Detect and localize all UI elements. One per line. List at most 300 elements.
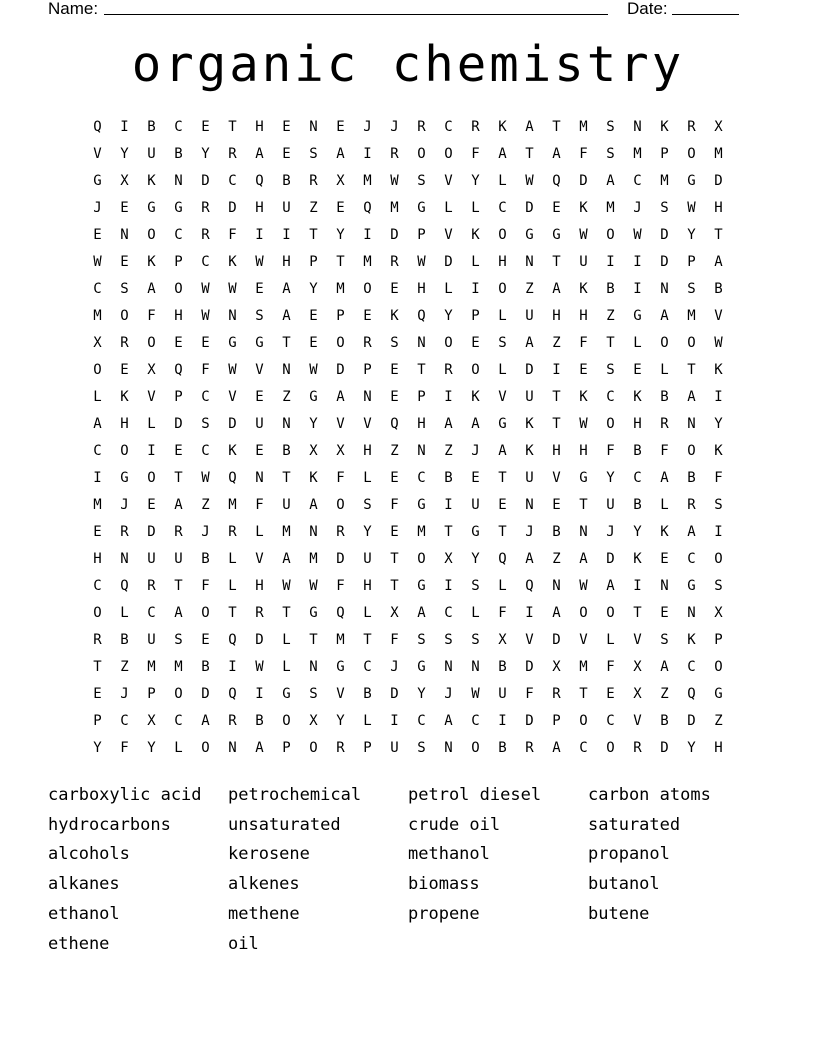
grid-letter: K xyxy=(498,118,507,135)
grid-letter: V xyxy=(633,631,642,648)
grid-letter: R xyxy=(336,739,345,756)
grid-letter: S xyxy=(309,145,318,162)
grid-letter: C xyxy=(93,442,102,459)
grid-letter: O xyxy=(606,226,615,243)
grid-letter: E xyxy=(363,307,372,324)
grid-letter: G xyxy=(633,307,642,324)
grid-letter: C xyxy=(606,712,615,729)
grid-letter: E xyxy=(93,523,102,540)
grid-letter: E xyxy=(633,361,642,378)
grid-letter: L xyxy=(282,658,291,675)
grid-letter: C xyxy=(444,604,453,621)
grid-letter: N xyxy=(552,577,561,594)
grid-letter: K xyxy=(147,253,156,270)
grid-letter: D xyxy=(660,739,669,756)
grid-letter: P xyxy=(336,307,345,324)
grid-letter: S xyxy=(471,631,480,648)
grid-letter: E xyxy=(498,496,507,513)
grid-letter: K xyxy=(687,631,696,648)
grid-letter: Y xyxy=(309,415,318,432)
grid-letter: H xyxy=(552,307,561,324)
grid-letter: O xyxy=(336,334,345,351)
grid-letter: I xyxy=(120,118,129,135)
grid-letter: Y xyxy=(471,550,480,567)
grid-letter: A xyxy=(525,118,534,135)
grid-letter: T xyxy=(174,577,183,594)
grid-letter: X xyxy=(633,658,642,675)
grid-letter: L xyxy=(174,739,183,756)
grid-letter: A xyxy=(687,523,696,540)
grid-letter: U xyxy=(255,415,264,432)
grid-letter: Q xyxy=(120,577,129,594)
grid-letter: K xyxy=(471,388,480,405)
grid-letter: L xyxy=(606,631,615,648)
grid-letter: Q xyxy=(363,199,372,216)
grid-letter: C xyxy=(120,712,129,729)
grid-letter: C xyxy=(633,172,642,189)
grid-letter: D xyxy=(714,172,723,189)
grid-letter: O xyxy=(201,604,210,621)
grid-letter: G xyxy=(498,415,507,432)
grid-letter: A xyxy=(714,253,723,270)
grid-letter: C xyxy=(228,172,237,189)
grid-letter: T xyxy=(579,496,588,513)
grid-letter: R xyxy=(417,118,426,135)
grid-row xyxy=(84,572,732,599)
name-label: Name: xyxy=(48,0,99,18)
grid-letter: D xyxy=(390,226,399,243)
grid-letter: H xyxy=(714,199,723,216)
grid-letter: N xyxy=(309,523,318,540)
grid-letter: R xyxy=(201,226,210,243)
grid-letter: H xyxy=(282,253,291,270)
grid-letter: C xyxy=(471,712,480,729)
grid-letter: C xyxy=(174,118,183,135)
word-item: butanol xyxy=(588,874,660,895)
grid-letter: B xyxy=(120,631,129,648)
grid-letter: R xyxy=(309,172,318,189)
grid-letter: J xyxy=(471,442,480,459)
grid-letter: X xyxy=(93,334,102,351)
grid-letter: W xyxy=(390,172,399,189)
grid-letter: C xyxy=(417,712,426,729)
grid-letter: K xyxy=(390,307,399,324)
grid-letter: K xyxy=(579,199,588,216)
grid-letter: E xyxy=(471,469,480,486)
grid-letter: M xyxy=(228,496,237,513)
grid-letter: L xyxy=(147,415,156,432)
grid-letter: N xyxy=(579,523,588,540)
grid-letter: I xyxy=(633,253,642,270)
grid-letter: V xyxy=(444,226,453,243)
grid-letter: O xyxy=(687,334,696,351)
grid-letter: S xyxy=(606,361,615,378)
grid-letter: P xyxy=(714,631,723,648)
grid-letter: U xyxy=(606,496,615,513)
grid-letter: Q xyxy=(93,118,102,135)
grid-letter: F xyxy=(606,442,615,459)
grid-letter: O xyxy=(444,334,453,351)
grid-letter: X xyxy=(714,118,723,135)
grid-letter: R xyxy=(390,253,399,270)
grid-letter: M xyxy=(417,523,426,540)
grid-letter: T xyxy=(687,361,696,378)
grid-letter: A xyxy=(417,604,426,621)
grid-letter: E xyxy=(579,361,588,378)
grid-letter: F xyxy=(336,577,345,594)
grid-letter: D xyxy=(525,658,534,675)
grid-letter: E xyxy=(390,388,399,405)
grid-letter: F xyxy=(390,496,399,513)
grid-letter: W xyxy=(255,253,264,270)
grid-letter: K xyxy=(228,253,237,270)
grid-letter: M xyxy=(363,172,372,189)
grid-letter: M xyxy=(336,280,345,297)
grid-letter: G xyxy=(93,172,102,189)
grid-letter: Z xyxy=(525,280,534,297)
grid-letter: F xyxy=(660,442,669,459)
grid-row xyxy=(84,680,732,707)
grid-letter: O xyxy=(201,739,210,756)
grid-letter: A xyxy=(336,388,345,405)
grid-letter: T xyxy=(552,118,561,135)
grid-letter: I xyxy=(147,442,156,459)
grid-letter: H xyxy=(417,415,426,432)
grid-letter: L xyxy=(660,496,669,513)
grid-letter: I xyxy=(471,280,480,297)
grid-letter: T xyxy=(309,226,318,243)
grid-letter: I xyxy=(633,577,642,594)
grid-letter: A xyxy=(201,712,210,729)
date-line xyxy=(672,14,739,15)
grid-letter: N xyxy=(363,388,372,405)
grid-letter: X xyxy=(552,658,561,675)
grid-letter: N xyxy=(444,658,453,675)
grid-letter: G xyxy=(282,685,291,702)
grid-letter: O xyxy=(579,604,588,621)
grid-letter: Q xyxy=(498,550,507,567)
grid-letter: K xyxy=(525,442,534,459)
grid-letter: C xyxy=(174,226,183,243)
grid-letter: V xyxy=(147,388,156,405)
grid-letter: N xyxy=(687,415,696,432)
grid-letter: H xyxy=(363,442,372,459)
grid-letter: Z xyxy=(606,307,615,324)
grid-row xyxy=(84,599,732,626)
grid-row xyxy=(84,410,732,437)
grid-letter: L xyxy=(282,631,291,648)
grid-letter: N xyxy=(282,415,291,432)
grid-letter: T xyxy=(606,334,615,351)
grid-letter: M xyxy=(363,253,372,270)
grid-letter: W xyxy=(687,199,696,216)
grid-letter: B xyxy=(147,118,156,135)
grid-row xyxy=(84,356,732,383)
grid-letter: B xyxy=(498,658,507,675)
grid-letter: D xyxy=(606,550,615,567)
grid-letter: H xyxy=(120,415,129,432)
grid-letter: D xyxy=(336,361,345,378)
grid-letter: G xyxy=(552,226,561,243)
grid-letter: W xyxy=(201,307,210,324)
grid-letter: L xyxy=(471,199,480,216)
grid-letter: G xyxy=(579,469,588,486)
grid-letter: Y xyxy=(633,523,642,540)
grid-letter: G xyxy=(174,199,183,216)
grid-letter: E xyxy=(93,685,102,702)
grid-letter: N xyxy=(660,280,669,297)
grid-letter: N xyxy=(633,118,642,135)
grid-letter: F xyxy=(390,631,399,648)
word-item: petrochemical xyxy=(228,784,362,805)
grid-letter: Y xyxy=(687,226,696,243)
grid-letter: C xyxy=(444,118,453,135)
grid-letter: E xyxy=(336,199,345,216)
grid-letter: B xyxy=(633,442,642,459)
grid-letter: E xyxy=(390,469,399,486)
grid-letter: O xyxy=(282,712,291,729)
grid-letter: L xyxy=(498,172,507,189)
grid-letter: O xyxy=(579,712,588,729)
grid-letter: R xyxy=(363,334,372,351)
word-list-row xyxy=(48,869,788,899)
word-item: propene xyxy=(408,904,480,925)
grid-letter: C xyxy=(147,604,156,621)
grid-letter: X xyxy=(714,604,723,621)
grid-letter: P xyxy=(363,361,372,378)
grid-letter: B xyxy=(444,469,453,486)
word-item: propanol xyxy=(588,844,670,865)
grid-letter: A xyxy=(606,577,615,594)
grid-letter: Y xyxy=(336,226,345,243)
grid-letter: X xyxy=(444,550,453,567)
grid-letter: A xyxy=(552,280,561,297)
grid-letter: Y xyxy=(201,145,210,162)
grid-letter: W xyxy=(579,577,588,594)
grid-letter: Z xyxy=(714,712,723,729)
grid-row xyxy=(84,248,732,275)
grid-letter: N xyxy=(417,334,426,351)
grid-letter: J xyxy=(120,685,129,702)
grid-letter: I xyxy=(633,280,642,297)
grid-letter: M xyxy=(579,658,588,675)
grid-letter: M xyxy=(606,199,615,216)
grid-letter: L xyxy=(660,361,669,378)
grid-row xyxy=(84,275,732,302)
grid-letter: S xyxy=(309,685,318,702)
grid-letter: W xyxy=(93,253,102,270)
grid-letter: O xyxy=(174,280,183,297)
grid-letter: Z xyxy=(309,199,318,216)
grid-letter: P xyxy=(174,253,183,270)
grid-letter: F xyxy=(147,307,156,324)
grid-letter: G xyxy=(417,496,426,513)
grid-letter: L xyxy=(498,307,507,324)
grid-letter: V xyxy=(93,145,102,162)
grid-letter: E xyxy=(390,280,399,297)
grid-letter: E xyxy=(174,442,183,459)
grid-letter: B xyxy=(660,712,669,729)
grid-letter: R xyxy=(687,496,696,513)
grid-letter: Q xyxy=(390,415,399,432)
grid-letter: T xyxy=(282,334,291,351)
grid-letter: U xyxy=(471,496,480,513)
grid-letter: Q xyxy=(228,631,237,648)
grid-letter: P xyxy=(687,253,696,270)
grid-letter: B xyxy=(363,685,372,702)
grid-letter: R xyxy=(120,523,129,540)
grid-letter: D xyxy=(390,685,399,702)
grid-letter: N xyxy=(282,361,291,378)
grid-letter: R xyxy=(633,739,642,756)
grid-letter: C xyxy=(579,739,588,756)
grid-letter: U xyxy=(282,496,291,513)
grid-letter: N xyxy=(228,307,237,324)
grid-letter: Q xyxy=(228,469,237,486)
grid-letter: T xyxy=(525,145,534,162)
grid-letter: P xyxy=(93,712,102,729)
grid-letter: A xyxy=(93,415,102,432)
grid-letter: O xyxy=(471,739,480,756)
grid-letter: H xyxy=(255,577,264,594)
grid-letter: Y xyxy=(714,415,723,432)
grid-letter: E xyxy=(255,442,264,459)
grid-letter: Z xyxy=(120,658,129,675)
grid-letter: M xyxy=(336,631,345,648)
grid-letter: O xyxy=(444,145,453,162)
grid-letter: C xyxy=(687,658,696,675)
grid-letter: H xyxy=(552,442,561,459)
grid-letter: V xyxy=(444,172,453,189)
grid-letter: X xyxy=(120,172,129,189)
grid-letter: P xyxy=(174,388,183,405)
grid-letter: I xyxy=(444,496,453,513)
grid-letter: J xyxy=(606,523,615,540)
grid-letter: U xyxy=(147,550,156,567)
grid-letter: R xyxy=(660,415,669,432)
grid-letter: L xyxy=(498,361,507,378)
grid-letter: G xyxy=(525,226,534,243)
grid-letter: C xyxy=(201,253,210,270)
grid-letter: N xyxy=(525,253,534,270)
grid-letter: S xyxy=(417,631,426,648)
grid-letter: I xyxy=(714,388,723,405)
grid-letter: H xyxy=(363,577,372,594)
grid-letter: X xyxy=(390,604,399,621)
grid-letter: K xyxy=(579,280,588,297)
grid-letter: B xyxy=(282,172,291,189)
grid-letter: L xyxy=(471,253,480,270)
grid-letter: R xyxy=(336,523,345,540)
grid-letter: R xyxy=(228,712,237,729)
grid-row xyxy=(84,383,732,410)
grid-letter: E xyxy=(390,523,399,540)
grid-row xyxy=(84,626,732,653)
grid-letter: F xyxy=(228,226,237,243)
grid-letter: T xyxy=(282,469,291,486)
grid-letter: A xyxy=(660,658,669,675)
grid-letter: U xyxy=(525,469,534,486)
grid-letter: A xyxy=(525,334,534,351)
grid-letter: F xyxy=(201,577,210,594)
grid-letter: X xyxy=(498,631,507,648)
grid-letter: D xyxy=(228,415,237,432)
grid-letter: D xyxy=(552,631,561,648)
grid-letter: U xyxy=(174,550,183,567)
word-item: carboxylic acid xyxy=(48,784,202,805)
grid-letter: E xyxy=(147,496,156,513)
grid-letter: I xyxy=(606,253,615,270)
grid-letter: P xyxy=(282,739,291,756)
grid-letter: G xyxy=(228,334,237,351)
grid-letter: D xyxy=(660,253,669,270)
grid-letter: T xyxy=(228,604,237,621)
grid-letter: R xyxy=(147,577,156,594)
grid-letter: H xyxy=(255,199,264,216)
grid-letter: G xyxy=(255,334,264,351)
grid-letter: V xyxy=(579,631,588,648)
grid-letter: F xyxy=(606,658,615,675)
grid-letter: E xyxy=(660,604,669,621)
grid-letter: P xyxy=(660,145,669,162)
grid-letter: Y xyxy=(417,685,426,702)
grid-letter: F xyxy=(714,469,723,486)
grid-letter: G xyxy=(120,469,129,486)
grid-letter: D xyxy=(174,415,183,432)
grid-letter: T xyxy=(633,604,642,621)
grid-letter: Y xyxy=(120,145,129,162)
grid-letter: R xyxy=(228,145,237,162)
grid-letter: V xyxy=(363,415,372,432)
word-list-row xyxy=(48,929,788,959)
grid-letter: S xyxy=(255,307,264,324)
grid-letter: G xyxy=(417,658,426,675)
grid-letter: R xyxy=(552,685,561,702)
grid-row xyxy=(84,302,732,329)
grid-letter: O xyxy=(309,739,318,756)
grid-letter: X xyxy=(633,685,642,702)
grid-letter: O xyxy=(147,226,156,243)
grid-letter: L xyxy=(444,199,453,216)
grid-letter: M xyxy=(93,496,102,513)
grid-letter: A xyxy=(525,550,534,567)
grid-letter: H xyxy=(255,118,264,135)
grid-letter: V xyxy=(714,307,723,324)
grid-letter: M xyxy=(660,172,669,189)
grid-letter: B xyxy=(714,280,723,297)
grid-letter: L xyxy=(363,469,372,486)
grid-letter: T xyxy=(363,631,372,648)
grid-letter: M xyxy=(633,145,642,162)
grid-letter: N xyxy=(255,469,264,486)
grid-letter: U xyxy=(282,199,291,216)
header xyxy=(48,0,748,20)
grid-letter: Q xyxy=(417,307,426,324)
grid-letter: S xyxy=(120,280,129,297)
grid-letter: R xyxy=(525,739,534,756)
grid-letter: W xyxy=(714,334,723,351)
grid-letter: I xyxy=(444,577,453,594)
grid-letter: B xyxy=(633,496,642,513)
grid-letter: D xyxy=(444,253,453,270)
grid-letter: L xyxy=(471,604,480,621)
word-item: ethanol xyxy=(48,904,120,925)
grid-letter: W xyxy=(579,415,588,432)
grid-letter: V xyxy=(336,685,345,702)
grid-letter: D xyxy=(255,631,264,648)
grid-letter: U xyxy=(147,145,156,162)
grid-letter: C xyxy=(633,469,642,486)
